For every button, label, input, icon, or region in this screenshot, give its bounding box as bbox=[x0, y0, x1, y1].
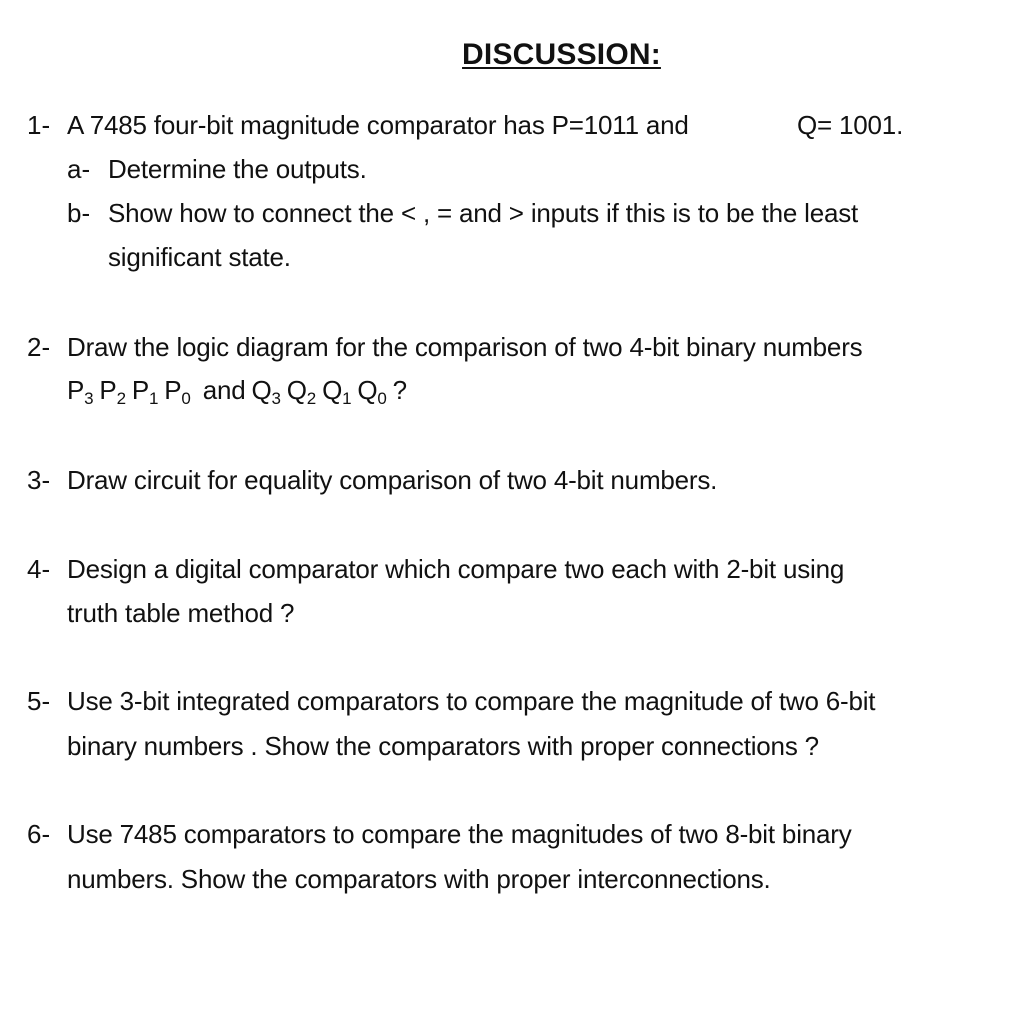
part-text-line: Show how to connect the < , = and > inputs if this is to be the least bbox=[108, 198, 859, 228]
page-title: DISCUSSION: bbox=[462, 38, 661, 71]
question-number: 4- bbox=[27, 554, 51, 584]
term-subscript: 0 bbox=[377, 389, 387, 408]
part-text-line: significant state. bbox=[108, 242, 291, 272]
term-subscript: 1 bbox=[149, 389, 159, 408]
question-number: 5- bbox=[27, 686, 51, 716]
question-text-line: Draw circuit for equality comparison of two 4-bit numbers. bbox=[67, 465, 718, 495]
term-subscript: 2 bbox=[116, 389, 126, 408]
part-label: a- bbox=[67, 154, 91, 184]
question-number: 3- bbox=[27, 465, 51, 495]
binary-terms-line bbox=[67, 375, 407, 408]
question-text-line: numbers. Show the comparators with proper interconnections. bbox=[67, 864, 771, 894]
question-text-line: Use 3-bit integrated comparators to compare the magnitude of two 6-bit bbox=[67, 686, 876, 716]
question-number: 2- bbox=[27, 332, 51, 362]
term-letter: Q bbox=[251, 375, 272, 405]
part-text-line: Determine the outputs. bbox=[108, 154, 367, 184]
question-text-line: A 7485 four-bit magnitude comparator has P=1011 and bbox=[67, 110, 689, 140]
term-subscript: 2 bbox=[306, 389, 317, 408]
question-text-line: Q= 1001. bbox=[797, 110, 904, 140]
question-text-line: Design a digital comparator which compare two each with 2-bit using bbox=[67, 554, 845, 584]
connector-word: and bbox=[202, 375, 246, 405]
term-letter: Q bbox=[286, 375, 307, 405]
term-letter: Q bbox=[357, 375, 378, 405]
term-subscript: 3 bbox=[271, 389, 281, 408]
question-number: 1- bbox=[27, 110, 51, 140]
question-number: 6- bbox=[27, 819, 51, 849]
term-subscript: 3 bbox=[84, 389, 94, 408]
term-letter: P bbox=[67, 375, 85, 405]
term-letter: P bbox=[164, 375, 182, 405]
term-letter: P bbox=[99, 375, 117, 405]
question-text-line: truth table method ? bbox=[67, 598, 295, 628]
question-mark: ? bbox=[392, 375, 407, 405]
question-text-line: binary numbers . Show the comparators with proper connections ? bbox=[67, 731, 819, 761]
term-subscript: 0 bbox=[181, 389, 191, 408]
question-text-line: Use 7485 comparators to compare the magnitudes of two 8-bit binary bbox=[67, 819, 852, 849]
term-subscript: 1 bbox=[342, 389, 352, 408]
part-label: b- bbox=[67, 198, 91, 228]
term-letter: Q bbox=[322, 375, 343, 405]
term-letter: P bbox=[131, 375, 149, 405]
question-text-line: Draw the logic diagram for the comparison of two 4-bit binary numbers bbox=[67, 332, 863, 362]
